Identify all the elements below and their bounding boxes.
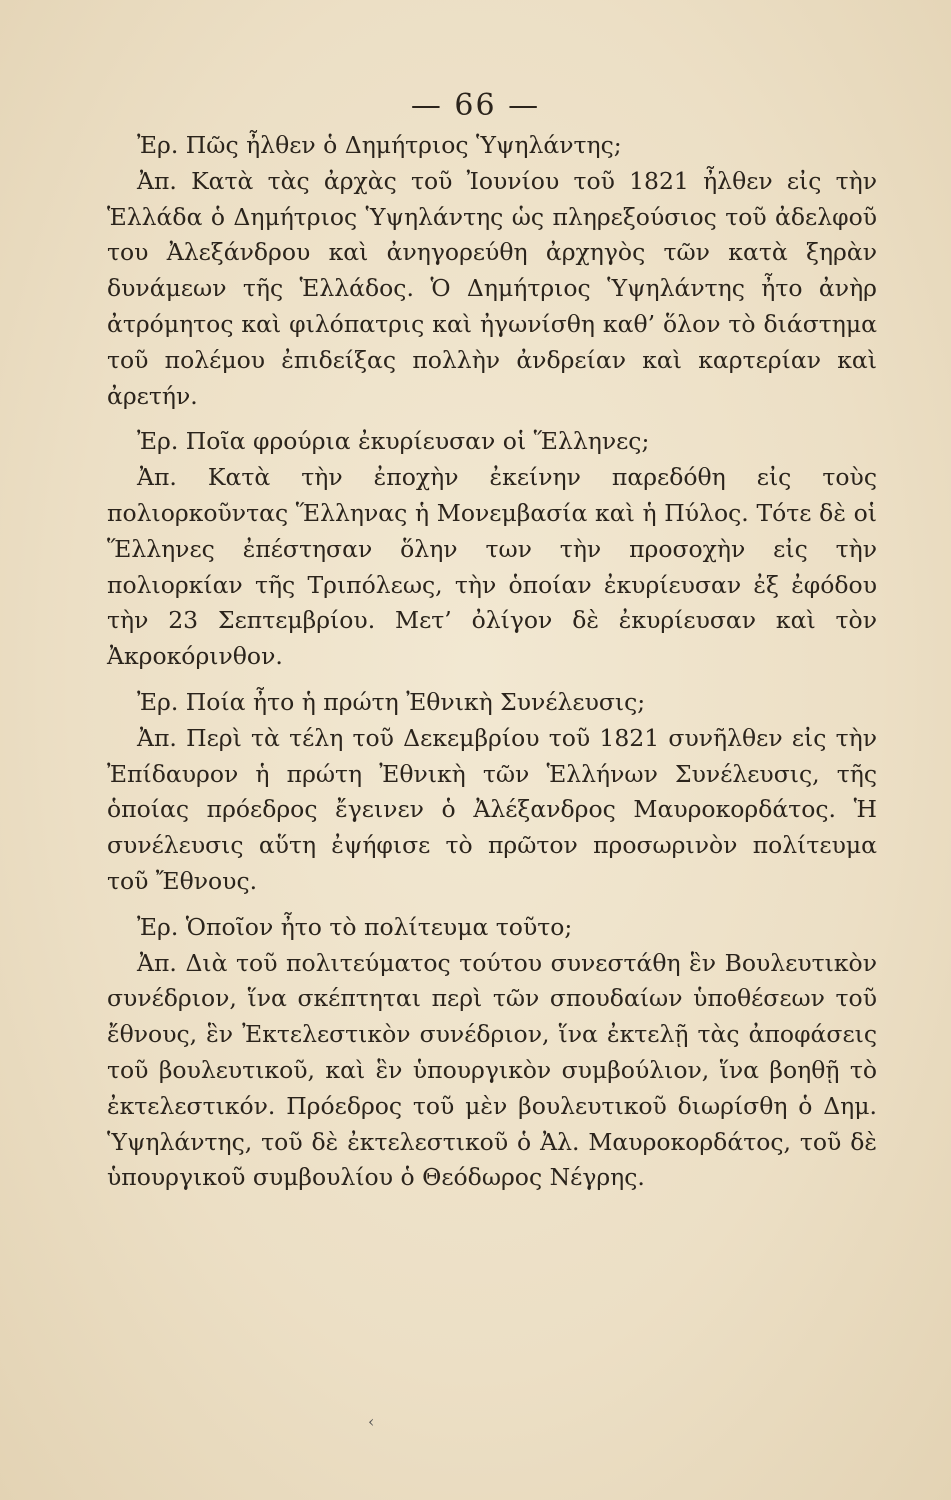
answer-4: Ἀπ. Διὰ τοῦ πολιτεύματος τούτου συνεστάθη ἓν Βουλευτικὸν συνέδριον, ἵνα σκέπτηται περὶ τῶν σπουδαίων ὑποθέσεων τοῦ ἔθνους, ἓν Ἐκτελεστικὸν συνέδριον, ἵνα ἐκτελῇ τὰς ἀποφάσεις τοῦ βουλευτικοῦ, καὶ ἓν ὑπουργικὸν συμβούλιον, ἵνα βοηθῇ τὸ ἐκτελεστικόν. Πρόεδρος τοῦ μὲν βουλευτικοῦ διωρίσθη ὁ Δημ. Ὑψηλάντης, τοῦ δὲ ἐκτελεστικοῦ ὁ Ἀλ. Μαυροκορδάτος, τοῦ δὲ ὑπουργικοῦ συμβουλίου ὁ Θεόδωρος Νέγρης. [107,948,877,1192]
question-3: Ἐρ. Ποία ἦτο ἡ πρώτη Ἐθνικὴ Συνέλευσις; [137,687,646,716]
question-1: Ἐρ. Πῶς ἦλθεν ὁ Δημήτριος Ὑψηλάντης; [137,131,622,159]
page-number-header: — 66 — [410,88,541,123]
page-body [107,128,877,1196]
answer-3: Ἀπ. Περὶ τὰ τέλη τοῦ Δεκεμβρίου τοῦ 1821 συνῆλθεν εἰς τὴν Ἐπίδαυρον ἡ πρώτη Ἐθνικὴ τῶν Ἑλλήνων Συνέλευσις, τῆς ὁποίας πρόεδρος ἔγεινεν ὁ Ἀλέξανδρος Μαυροκορδάτος. Ἡ συνέλευσις αὕτη ἐψήφισε τὸ πρῶτον προσωρινὸν πολίτευμα τοῦ Ἔθνους. [107,723,877,895]
answer-2: Ἀπ. Κατὰ τὴν ἐποχὴν ἐκείνην παρεδόθη εἰς τοὺς πολιορκοῦντας Ἕλληνας ἡ Μονεμβασία καὶ ἡ Πύλος. Τότε δὲ οἱ Ἕλληνες ἐπέστησαν ὅλην των τὴν προσοχὴν εἰς τὴν πολιορκίαν τῆς Τριπόλεως, τὴν ὁποίαν ἐκυρίευσαν ἐξ ἐφόδου τὴν 23 Σεπτεμβρίου. Μετ’ ὀλίγον δὲ ἐκυρίευσαν καὶ τὸν Ἀκροκόρινθον. [107,463,877,671]
answer-1: Ἀπ. Κατὰ τὰς ἀρχὰς τοῦ Ἰουνίου τοῦ 1821 ἦλθεν εἰς τὴν Ἑλλάδα ὁ Δημήτριος Ὑψηλάντης ὡς πληρεξούσιος τοῦ ἀδελφοῦ του Ἀλεξάνδρου καὶ ἀνηγορεύθη ἀρχηγὸς τῶν κατὰ ξηρὰν δυνάμεων τῆς Ἑλλάδος. Ὁ Δημήτριος Ὑψηλάντης ἦτο ἀνὴρ ἀτρόμητος καὶ φιλόπατρις καὶ ἠγωνίσθη καθ’ ὅλον τὸ διάστημα τοῦ πολέμου ἐπιδείξας πολλὴν ἀνδρείαν καὶ καρτερίαν καὶ ἀρετήν. [107,166,877,410]
printer-mark: ‹ [368,1412,375,1431]
question-4: Ἐρ. Ὁποῖον ἦτο τὸ πολίτευμα τοῦτο; [137,912,573,941]
question-2: Ἐρ. Ποῖα φρούρια ἐκυρίευσαν οἱ Ἕλληνες; [137,427,650,456]
